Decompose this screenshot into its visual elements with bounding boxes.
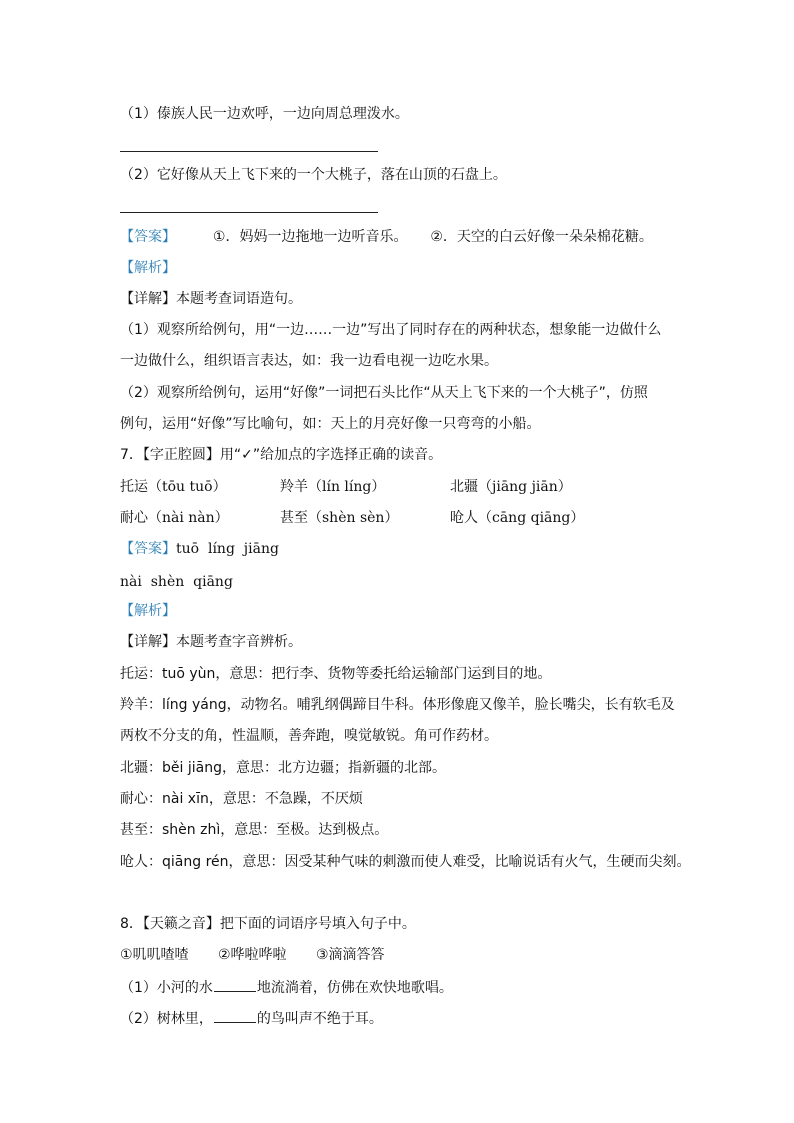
q8-item-1-after: 地流淌着，仿佛在欢快地歌唱。 [256, 980, 453, 996]
q7-prompt: 用“✓”给加点的字选择正确的读音。 [219, 447, 443, 463]
answer-label: 【答案】 [120, 541, 176, 557]
q7-detail-line: 两枚不分支的角，性温顺，善奔跑，嗅觉敏锐。角可作药材。 [120, 728, 498, 744]
q6-detail-line: （1）观察所给例句，用“一边……一边”写出了同时存在的两种状态，想象能一边做什么 [120, 322, 662, 338]
detail-label: 【详解】 [120, 634, 176, 650]
q8-option: ③滴滴答答 [316, 947, 385, 963]
q6-detail-line: （2）观察所给例句，运用“好像”一词把石头比作“从天上飞下来的一个大桃子”，仿照 [120, 385, 648, 401]
q6-item-1: （1）傣族人民一边欢呼，一边向周总理泼水。 [120, 106, 409, 122]
q8-item-2 [120, 1008, 383, 1029]
fill-blank[interactable] [214, 977, 256, 992]
q6-detail-line: 一边做什么，组织语言表达，如：我一边看电视一边吃水果。 [120, 353, 498, 369]
q7-option: 羚羊（lín líng） [280, 479, 386, 495]
q8-item-1-before: （1）小河的水 [120, 980, 213, 996]
answer-label: 【答案】 [120, 229, 176, 245]
q7-detail-heading [120, 632, 302, 652]
q7-answer-line-1: tuō líng jiāng [176, 541, 279, 557]
q7-options-row-2 [120, 508, 584, 528]
q7-options-row-1 [120, 477, 572, 497]
q7-number: 7． [120, 447, 143, 463]
q8-option: ②哗啦哗啦 [218, 947, 287, 963]
q7-detail-line: 呛人：qiāng rén，意思：因受某种气味的刺激而使人难受，比喻说话有火气，生硬而尖刻。 [120, 854, 691, 870]
fill-blank[interactable] [214, 1008, 256, 1023]
q7-detail-line: 甚至：shèn zhì，意思：至极。达到极点。 [120, 822, 389, 838]
analysis-label: 【解析】 [120, 260, 176, 276]
q8-heading [120, 914, 416, 934]
answer-line [120, 151, 378, 152]
q6-answer-2: ②．天空的白云好像一朵朵棉花糖。 [430, 229, 653, 245]
q7-option: 呛人（cāng qiāng） [450, 510, 585, 526]
detail-intro: 本题考查词语造句。 [176, 291, 302, 307]
q8-title: 【天籁之音】 [142, 916, 220, 932]
q7-title: 【字正腔圆】 [142, 447, 220, 463]
q7-heading [120, 445, 442, 465]
q7-answer [120, 539, 279, 559]
q7-option: 甚至（shèn sèn） [280, 510, 399, 526]
q8-item-2-before: （2）树林里， [120, 1011, 213, 1027]
q8-prompt: 把下面的词语序号填入句子中。 [219, 916, 416, 932]
detail-intro: 本题考查字音辨析。 [176, 634, 302, 650]
q8-number: 8． [120, 916, 143, 932]
q6-item-2: （2）它好像从天上飞下来的一个大桃子，落在山顶的石盘上。 [120, 167, 507, 183]
q7-option: 托运（tōu tuō） [120, 479, 227, 495]
q8-item-2-after: 的鸟叫声不绝于耳。 [256, 1011, 383, 1027]
q6-detail-line: 例句，运用“好像”写比喻句，如：天上的月亮好像一只弯弯的小船。 [120, 416, 541, 432]
q8-item-1 [120, 977, 453, 998]
q6-detail-heading [120, 289, 302, 309]
q7-detail-line: 耐心：nài xīn，意思：不急躁，不厌烦 [120, 791, 363, 807]
detail-label: 【详解】 [120, 291, 176, 307]
q8-option: ①叽叽喳喳 [120, 947, 189, 963]
q7-answer-line-2: nài shèn qiāng [120, 574, 233, 590]
q8-options [120, 945, 385, 965]
analysis-label: 【解析】 [120, 603, 176, 619]
q7-detail-line: 北疆：běi jiāng，意思：北方边疆；指新疆的北部。 [120, 760, 446, 776]
q7-option: 北疆（jiāng jiān） [450, 479, 572, 495]
q6-answer [120, 227, 653, 247]
q6-answer-1: ①．妈妈一边拖地一边听音乐。 [212, 229, 408, 245]
q7-detail-line: 羚羊：líng yáng，动物名。哺乳纲偶蹄目牛科。体形像鹿又像羊，脸长嘴尖，长有软毛及 [120, 697, 675, 713]
q7-option: 耐心（nài nàn） [120, 510, 229, 526]
q7-detail-line: 托运：tuō yùn，意思：把行李、货物等委托给运输部门运到目的地。 [120, 666, 552, 682]
answer-line [120, 212, 378, 213]
